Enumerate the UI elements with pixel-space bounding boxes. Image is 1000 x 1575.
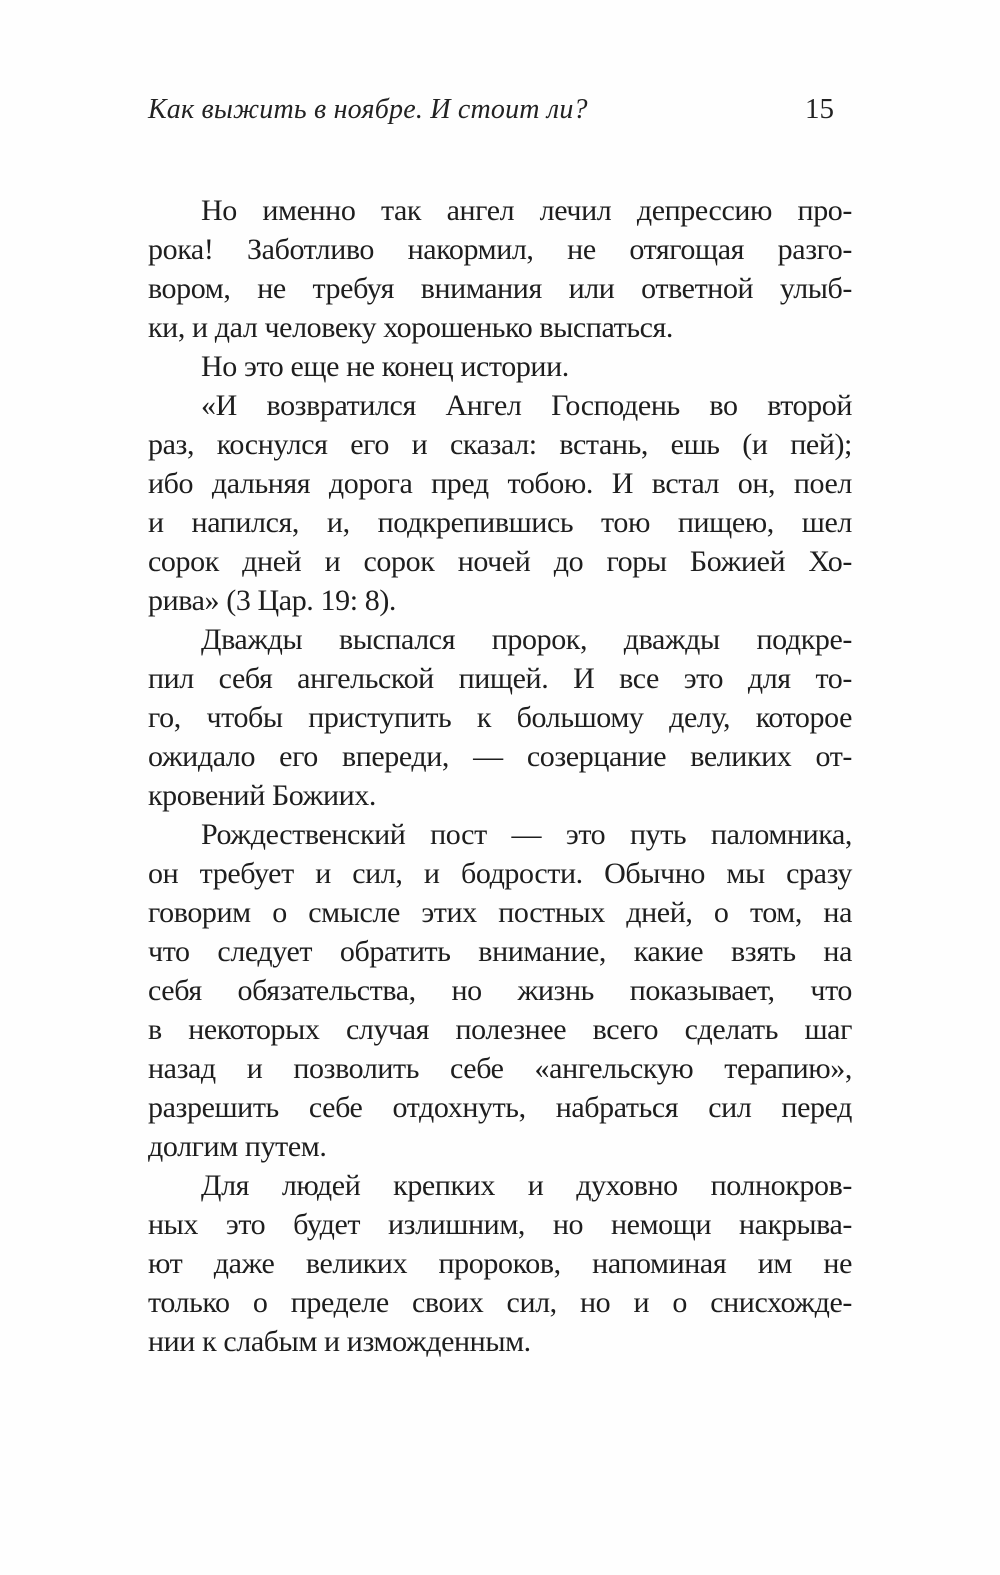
text-line: рива» (3 Цар. 19: 8). xyxy=(148,584,397,617)
page-number: 15 xyxy=(805,93,834,125)
running-head-title: Как выжить в ноябре. И стоит ли? xyxy=(148,94,588,125)
text-line: в некоторых случая полезнее всего сделать шаг xyxy=(148,1013,852,1046)
paragraph xyxy=(148,620,852,815)
text-line: и напился, и, подкрепившись тою пищею, шел xyxy=(148,506,852,539)
paragraph xyxy=(148,386,852,620)
text-block xyxy=(148,93,852,1361)
text-line: «И возвратился Ангел Господень во второй xyxy=(201,389,852,422)
text-line: себя обязательства, но жизнь показывает, что xyxy=(148,974,852,1007)
text-line: ожидало его впереди, — созерцание великих от- xyxy=(148,740,852,773)
text-line: долгим путем. xyxy=(148,1130,327,1163)
paragraph xyxy=(148,815,852,1166)
paragraph xyxy=(148,347,852,386)
text-line: кровений Божиих. xyxy=(148,779,376,812)
text-line: только о пределе своих сил, но и о снисхожде- xyxy=(148,1286,852,1319)
paragraph xyxy=(148,1166,852,1361)
text-line: сорок дней и сорок ночей до горы Божией Хо- xyxy=(148,545,852,578)
text-line: Рождественский пост — это путь паломника, xyxy=(201,818,852,851)
text-line: раз, коснулся его и сказал: встань, ешь (и пей); xyxy=(148,428,852,461)
paragraph xyxy=(148,191,852,347)
text-line: назад и позволить себе «ангельскую терапию», xyxy=(148,1052,852,1085)
text-line: говорим о смысле этих постных дней, о том, на xyxy=(148,896,852,929)
text-line: нии к слабым и изможденным. xyxy=(148,1325,531,1358)
text-line: вором, не требуя внимания или ответной улыб- xyxy=(148,272,852,305)
text-line: ки, и дал человеку хорошенько выспаться. xyxy=(148,311,674,344)
text-line: что следует обратить внимание, какие взять на xyxy=(148,935,852,968)
text-line: го, чтобы приступить к большому делу, которое xyxy=(148,701,852,734)
running-head xyxy=(148,93,852,127)
text-line: ных это будет излишним, но немощи накрыва- xyxy=(148,1208,852,1241)
text-line: Но именно так ангел лечил депрессию про- xyxy=(201,194,852,227)
text-line: Но это еще не конец истории. xyxy=(201,350,569,383)
text-line: он требует и сил, и бодрости. Обычно мы сразу xyxy=(148,857,852,890)
text-line: Для людей крепких и духовно полнокров- xyxy=(201,1169,852,1202)
page-body xyxy=(148,191,852,1361)
text-line: Дважды выспался пророк, дважды подкре- xyxy=(201,623,852,656)
text-line: рока! Заботливо накормил, не отягощая разго- xyxy=(148,233,852,266)
text-line: ют даже великих пророков, напоминая им не xyxy=(148,1247,852,1280)
text-line: пил себя ангельской пищей. И все это для то- xyxy=(148,662,852,695)
text-line: ибо дальняя дорога пред тобою. И встал он, поел xyxy=(148,467,852,500)
text-line: разрешить себе отдохнуть, набраться сил перед xyxy=(148,1091,852,1124)
